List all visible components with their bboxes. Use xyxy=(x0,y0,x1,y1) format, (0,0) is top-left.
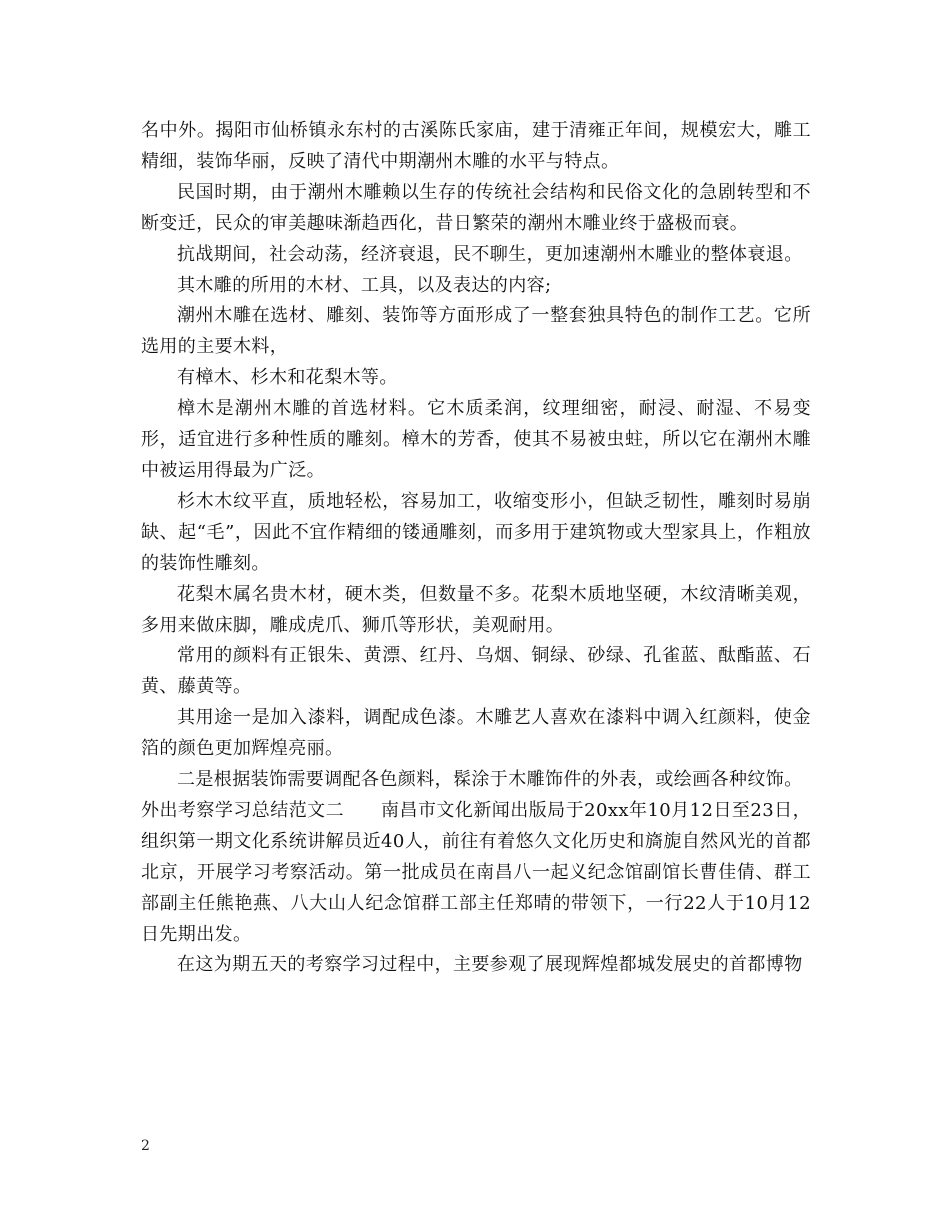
paragraph: 潮州木雕在选材、雕刻、装饰等方面形成了一整套独具特色的制作工艺。它所选用的主要木料， xyxy=(141,305,811,358)
paragraph: 其用途一是加入漆料，调配成色漆。木雕艺人喜欢在漆料中调入红颜料，使金箔的颜色更加辉煌亮丽。 xyxy=(141,707,811,760)
paragraph: 杉木木纹平直，质地轻松，容易加工，收缩变形小，但缺乏韧性，雕刻时易崩缺、起“毛”，因此不宜作精细的镂通雕刻，而多用于建筑物或大型家具上，作粗放的装饰性雕刻。 xyxy=(141,490,811,574)
paragraph: 在这为期五天的考察学习过程中，主要参观了展现辉煌都城发展史的首都博物 xyxy=(177,954,803,976)
paragraph: 常用的颜料有正银朱、黄漂、红丹、乌烟、铜绿、砂绿、孔雀蓝、酞酯蓝、石黄、藤黄等。 xyxy=(141,645,811,698)
paragraph: 民国时期，由于潮州木雕赖以生存的传统社会结构和民俗文化的急剧转型和不断变迁，民众的审美趣味渐趋西化，昔日繁荣的潮州木雕业终于盛极而衰。 xyxy=(141,181,811,234)
paragraph: 二是根据装饰需要调配各色颜料，髹涂于木雕饰件的外表，或绘画各种纹饰。 xyxy=(177,769,803,791)
paragraph: 外出考察学习总结范文二 南昌市文化新闻出版局于20xx年10月12日至23日，组织第一期文化系统讲解员近40人，前往有着悠久文化历史和旖旎自然风光的首都北京，开展学习考察活动。第一批成员在南昌八一起义纪念馆副馆长曹佳倩、群工部副主任熊艳燕、八大山人纪念馆群工部主任郑晴的带领下，一行22人于10月12日先期出发。 xyxy=(141,799,811,945)
paragraph: 抗战期间，社会动荡，经济衰退，民不聊生，更加速潮州木雕业的整体衰退。 xyxy=(177,243,803,265)
paragraph: 花梨木属名贵木材，硬木类，但数量不多。花梨木质地坚硬，木纹清晰美观，多用来做床脚，雕成虎爪、狮爪等形状，美观耐用。 xyxy=(141,583,811,636)
paragraph: 名中外。揭阳市仙桥镇永东村的古溪陈氏家庙，建于清雍正年间，规模宏大，雕工精细，装饰华丽，反映了清代中期潮州木雕的水平与特点。 xyxy=(141,120,811,172)
paragraph: 有樟木、杉木和花梨木等。 xyxy=(177,367,398,389)
page-number: 2 xyxy=(141,1138,150,1154)
paragraph: 樟木是潮州木雕的首选材料。它木质柔润，纹理细密，耐浸、耐湿、不易变形，适宜进行多种性质的雕刻。樟木的芳香，使其不易被虫蛀，所以它在潮州木雕中被运用得最为广泛。 xyxy=(141,398,811,481)
document-body xyxy=(141,116,811,981)
paragraph: 其木雕的所用的木材、工具，以及表达的内容; xyxy=(177,274,552,296)
